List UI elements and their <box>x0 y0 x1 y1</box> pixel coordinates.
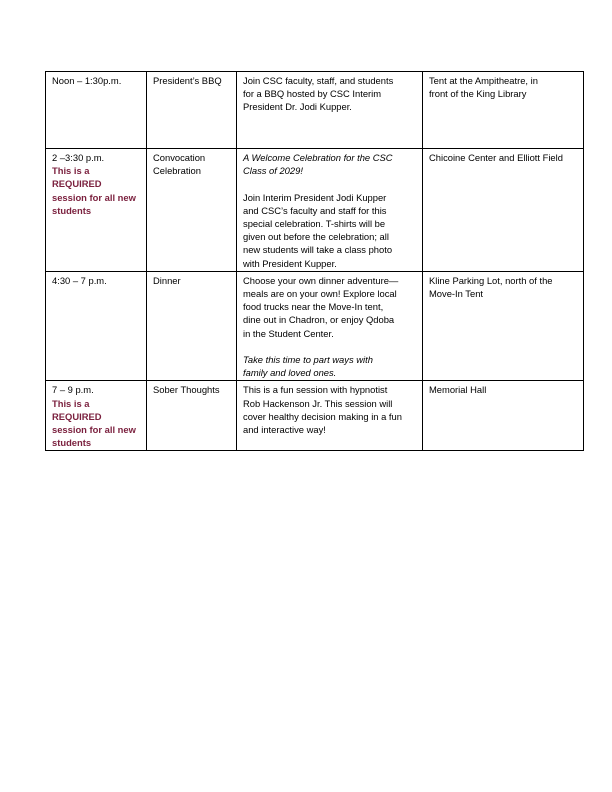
required-note: session for all new <box>52 424 136 436</box>
table-row <box>46 271 584 381</box>
schedule-table <box>45 71 584 451</box>
event-name: Celebration <box>153 165 201 177</box>
description-line: in the Student Center. <box>243 327 334 339</box>
description-line: cover healthy decision making in a fun <box>243 410 402 422</box>
time-cell <box>46 149 147 272</box>
location-line: front of the King Library <box>429 88 527 100</box>
location-line: Tent at the Ampitheatre, in <box>429 75 538 86</box>
required-note: This is a REQUIRED <box>52 165 102 190</box>
event-cell <box>147 72 237 149</box>
description-line: Join Interim President Jodi Kupper <box>243 191 387 203</box>
description-italic-line: A Welcome Celebration for the CSC <box>243 152 393 163</box>
description-line: for a BBQ hosted by CSC Interim <box>243 88 382 100</box>
description-line: given out before the celebration; all <box>243 231 389 243</box>
description-line: President Dr. Jodi Kupper. <box>243 101 352 113</box>
description-italic-line: Take this time to part ways with <box>243 354 373 366</box>
description-cell <box>237 72 423 149</box>
required-note: session for all new <box>52 191 136 203</box>
location-cell <box>423 271 584 381</box>
time-cell <box>46 381 147 451</box>
event-cell <box>147 271 237 381</box>
description-line: Rob Hackenson Jr. This session will <box>243 397 393 409</box>
description-cell <box>237 381 423 451</box>
time-text: 2 –3:30 p.m. <box>52 152 105 163</box>
description-line: Choose your own dinner adventure— <box>243 274 399 286</box>
paragraph-gap <box>243 177 417 190</box>
description-italic-line: family and loved ones. <box>243 367 337 379</box>
event-name: Convocation <box>153 152 206 163</box>
table-row <box>46 72 584 149</box>
event-name: President’s BBQ <box>153 75 222 86</box>
description-line: new students will take a class photo <box>243 244 393 256</box>
description-line: with President Kupper. <box>243 257 337 269</box>
event-name: Sober Thoughts <box>153 384 220 396</box>
description-line: special celebration. T-shirts will be <box>243 218 386 229</box>
description-line: Join CSC faculty, staff, and students <box>243 75 394 86</box>
description-cell <box>237 271 423 381</box>
description-cell <box>237 149 423 272</box>
required-note: students <box>52 204 92 216</box>
location-cell <box>423 381 584 451</box>
location-line: Kline Parking Lot, north of the <box>429 274 553 286</box>
location-cell <box>423 72 584 149</box>
required-note: students <box>52 437 92 449</box>
description-line: This is a fun session with hypnotist <box>243 384 388 396</box>
time-text: 7 – 9 p.m. <box>52 384 94 396</box>
required-note: This is a REQUIRED <box>52 397 102 422</box>
location-line: Move-In Tent <box>429 288 484 300</box>
description-line: food trucks near the Move-In tent, <box>243 301 384 313</box>
description-line: meals are on your own! Explore local <box>243 288 397 300</box>
event-cell <box>147 381 237 451</box>
time-text: Noon – 1:30p.m. <box>52 75 122 86</box>
event-name: Dinner <box>153 274 181 286</box>
description-italic-line: Class of 2029! <box>243 165 303 177</box>
description-line: dine out in Chadron, or enjoy Qdoba <box>243 314 395 326</box>
description-line: and CSC’s faculty and staff for this <box>243 204 387 216</box>
location-line: Memorial Hall <box>429 384 487 396</box>
location-line: Chicoine Center and Elliott Field <box>429 152 563 163</box>
paragraph-gap <box>243 340 417 353</box>
time-cell <box>46 271 147 381</box>
table-row <box>46 381 584 451</box>
table-row <box>46 149 584 272</box>
description-line: and interactive way! <box>243 424 326 436</box>
time-text: 4:30 – 7 p.m. <box>52 274 107 286</box>
time-cell <box>46 72 147 149</box>
location-cell <box>423 149 584 272</box>
event-cell <box>147 149 237 272</box>
